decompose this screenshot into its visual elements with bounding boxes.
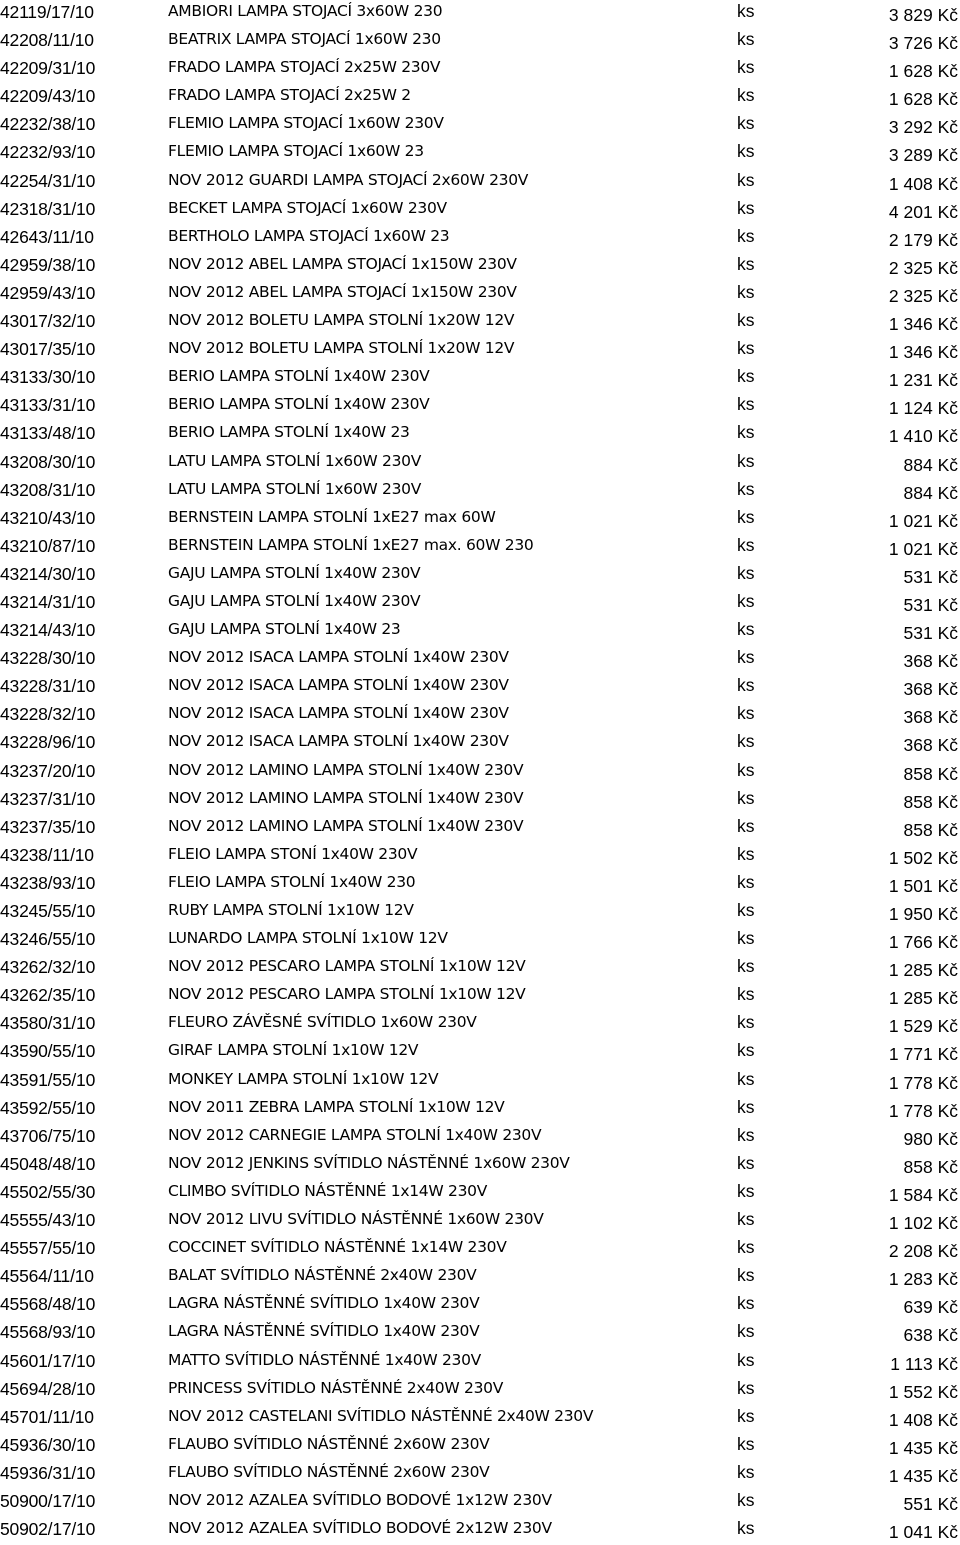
- table-row: [0, 0, 960, 28]
- price-value: 4 201 Kč: [888, 201, 958, 222]
- product-code: 43208/30/10: [0, 451, 96, 472]
- unit-label: ks: [737, 900, 755, 920]
- product-name: NOV 2011 ZEBRA LAMPA STOLNÍ 1x10W 12V: [168, 1097, 505, 1116]
- product-name: FLAUBO SVÍTIDLO NÁSTĚNNÉ 2x60W 230V: [168, 1462, 490, 1481]
- price-value: 858 Kč: [903, 819, 958, 840]
- unit-label: ks: [737, 113, 755, 134]
- unit-label: ks: [737, 394, 755, 415]
- table-row: [0, 1096, 960, 1124]
- product-code: 45568/93/10: [0, 1322, 96, 1343]
- product-code: 43237/31/10: [0, 788, 96, 809]
- table-row: [0, 674, 960, 702]
- unit-label: ks: [737, 366, 755, 387]
- unit-label: ks: [737, 562, 755, 583]
- unit-label: ks: [737, 1293, 755, 1314]
- price-value: 638 Kč: [903, 1325, 958, 1346]
- product-name: NOV 2012 GUARDI LAMPA STOJACÍ 2x60W 230V: [168, 170, 529, 189]
- product-code: 43245/55/10: [0, 901, 96, 921]
- price-value: 1 771 Kč: [888, 1044, 958, 1065]
- product-code: 43214/31/10: [0, 591, 96, 612]
- product-name: NOV 2012 LAMINO LAMPA STOLNÍ 1x40W 230V: [168, 816, 524, 835]
- product-code: 50900/17/10: [0, 1490, 96, 1511]
- table-row: [0, 843, 960, 871]
- table-row: [0, 927, 960, 955]
- table-row: [0, 815, 960, 843]
- product-name: LUNARDO LAMPA STOLNÍ 1x10W 12V: [168, 929, 448, 948]
- product-name: BERIO LAMPA STOLNÍ 1x40W 23: [168, 423, 410, 442]
- product-code: 43590/55/10: [0, 1041, 96, 1062]
- product-code: 43017/32/10: [0, 311, 96, 332]
- product-name: LAGRA NÁSTĚNNÉ SVÍTIDLO 1x40W 230V: [168, 1294, 480, 1313]
- unit-label: ks: [737, 590, 755, 611]
- price-value: 858 Kč: [903, 1156, 958, 1177]
- product-name: NOV 2012 ISACA LAMPA STOLNÍ 1x40W 230V: [168, 648, 509, 667]
- unit-label: ks: [737, 225, 755, 246]
- unit-label: ks: [737, 1012, 755, 1033]
- product-code: 45701/11/10: [0, 1406, 94, 1427]
- table-row: [0, 1208, 960, 1236]
- table-row: [0, 787, 960, 815]
- price-value: 1 435 Kč: [888, 1437, 958, 1458]
- unit-label: ks: [737, 1068, 755, 1089]
- product-name: CLIMBO SVÍTIDLO NÁSTĚNNÉ 1x14W 230V: [168, 1181, 487, 1200]
- product-code: 50902/17/10: [0, 1519, 96, 1540]
- unit-label: ks: [737, 29, 755, 50]
- product-name: FLEIO LAMPA STONÍ 1x40W 230V: [168, 844, 418, 863]
- unit-label: ks: [737, 1124, 755, 1145]
- product-name: GAJU LAMPA STOLNÍ 1x40W 23: [168, 620, 401, 639]
- product-name: BERNSTEIN LAMPA STOLNÍ 1xE27 max. 60W 230: [168, 535, 534, 554]
- product-code: 42959/38/10: [0, 254, 96, 275]
- unit-label: ks: [737, 253, 755, 274]
- table-row: [0, 1489, 960, 1517]
- product-code: 43706/75/10: [0, 1125, 96, 1146]
- product-name: NOV 2012 LIVU SVÍTIDLO NÁSTĚNNÉ 1x60W 230V: [168, 1210, 544, 1229]
- product-name: FLEMIO LAMPA STOJACÍ 1x60W 230V: [168, 114, 444, 133]
- product-name: LATU LAMPA STOLNÍ 1x60W 230V: [168, 451, 422, 470]
- price-value: 858 Kč: [903, 791, 958, 812]
- unit-label: ks: [737, 450, 755, 471]
- price-value: 1 628 Kč: [888, 89, 958, 110]
- product-name: FRADO LAMPA STOJACÍ 2x25W 230V: [168, 58, 441, 77]
- unit-label: ks: [737, 956, 755, 977]
- product-name: BALAT SVÍTIDLO NÁSTĚNNÉ 2x40W 230V: [168, 1266, 477, 1285]
- product-name: BERTHOLO LAMPA STOJACÍ 1x60W 23: [168, 226, 450, 245]
- price-value: 1 041 Kč: [888, 1522, 958, 1543]
- unit-label: ks: [737, 57, 755, 78]
- price-value: 368 Kč: [903, 679, 958, 700]
- unit-label: ks: [737, 1040, 755, 1061]
- price-value: 368 Kč: [903, 735, 958, 756]
- product-code: 43580/31/10: [0, 1013, 96, 1034]
- product-code: 43591/55/10: [0, 1069, 96, 1090]
- table-row: [0, 759, 960, 787]
- product-name: NOV 2012 CASTELANI SVÍTIDLO NÁSTĚNNÉ 2x40W 230V: [168, 1406, 594, 1425]
- price-value: 1 501 Kč: [888, 875, 958, 896]
- product-code: 42209/43/10: [0, 86, 96, 107]
- price-value: 884 Kč: [903, 482, 958, 503]
- table-row: [0, 56, 960, 84]
- product-code: 43262/32/10: [0, 957, 96, 978]
- table-row: [0, 1124, 960, 1152]
- price-value: 531 Kč: [903, 594, 958, 615]
- product-code: 42209/31/10: [0, 58, 96, 79]
- product-code: 43214/30/10: [0, 563, 96, 584]
- price-value: 1 778 Kč: [888, 1072, 958, 1093]
- product-code: 45568/48/10: [0, 1294, 96, 1315]
- product-code: 42318/31/10: [0, 198, 96, 219]
- unit-label: ks: [737, 85, 755, 106]
- unit-label: ks: [737, 478, 755, 499]
- table-row: [0, 337, 960, 365]
- unit-label: ks: [737, 281, 755, 302]
- unit-label: ks: [737, 1180, 755, 1201]
- product-name: NOV 2012 ABEL LAMPA STOJACÍ 1x150W 230V: [168, 282, 517, 301]
- product-name: COCCINET SVÍTIDLO NÁSTĚNNÉ 1x14W 230V: [168, 1238, 507, 1257]
- product-name: MONKEY LAMPA STOLNÍ 1x10W 12V: [168, 1069, 439, 1088]
- unit-label: ks: [737, 1237, 755, 1258]
- price-value: 1 113 Kč: [890, 1353, 958, 1374]
- unit-label: ks: [737, 703, 755, 724]
- price-value: 1 529 Kč: [888, 1016, 958, 1037]
- table-row: [0, 1236, 960, 1264]
- price-value: 1 502 Kč: [888, 847, 958, 868]
- unit-label: ks: [737, 1377, 755, 1398]
- product-name: NOV 2012 ISACA LAMPA STOLNÍ 1x40W 230V: [168, 676, 509, 695]
- price-value: 531 Kč: [903, 566, 958, 587]
- table-row: [0, 197, 960, 225]
- table-row: [0, 169, 960, 197]
- unit-label: ks: [737, 1265, 755, 1286]
- unit-label: ks: [737, 731, 755, 752]
- table-row: [0, 1039, 960, 1067]
- product-code: 43238/11/10: [0, 844, 94, 865]
- product-code: 42959/43/10: [0, 282, 96, 303]
- table-row: [0, 140, 960, 168]
- product-name: RUBY LAMPA STOLNÍ 1x10W 12V: [168, 901, 414, 919]
- table-row: [0, 1377, 960, 1405]
- product-code: 42643/11/10: [0, 226, 94, 247]
- price-value: 1 766 Kč: [888, 932, 958, 953]
- price-value: 1 628 Kč: [888, 61, 958, 82]
- unit-label: ks: [737, 1461, 755, 1482]
- unit-label: ks: [737, 928, 755, 949]
- price-value: 1 021 Kč: [888, 538, 958, 559]
- product-code: 45557/55/10: [0, 1238, 96, 1259]
- unit-label: ks: [737, 843, 755, 864]
- product-name: NOV 2012 PESCARO LAMPA STOLNÍ 1x10W 12V: [168, 985, 526, 1004]
- unit-label: ks: [737, 1433, 755, 1454]
- table-row: [0, 646, 960, 674]
- product-name: PRINCESS SVÍTIDLO NÁSTĚNNÉ 2x40W 230V: [168, 1378, 504, 1397]
- unit-label: ks: [737, 310, 755, 331]
- product-name: AMBIORI LAMPA STOJACÍ 3x60W 230: [168, 2, 443, 20]
- price-value: 368 Kč: [903, 707, 958, 728]
- price-value: 1 346 Kč: [888, 342, 958, 363]
- price-value: 2 325 Kč: [888, 257, 958, 278]
- product-name: BERNSTEIN LAMPA STOLNÍ 1xE27 max 60W: [168, 507, 496, 526]
- price-value: 1 283 Kč: [888, 1269, 958, 1290]
- price-value: 980 Kč: [903, 1128, 958, 1149]
- product-code: 42232/38/10: [0, 114, 96, 135]
- product-code: 43237/35/10: [0, 816, 96, 837]
- unit-label: ks: [737, 169, 755, 190]
- product-name: BECKET LAMPA STOJACÍ 1x60W 230V: [168, 198, 447, 217]
- table-row: [0, 1068, 960, 1096]
- unit-label: ks: [737, 197, 755, 218]
- product-code: 43228/30/10: [0, 648, 96, 669]
- table-row: [0, 365, 960, 393]
- table-row: [0, 1292, 960, 1320]
- product-code: 45936/30/10: [0, 1434, 96, 1455]
- table-row: [0, 112, 960, 140]
- product-name: NOV 2012 JENKINS SVÍTIDLO NÁSTĚNNÉ 1x60W 230V: [168, 1153, 570, 1172]
- table-row: [0, 899, 960, 927]
- unit-label: ks: [737, 871, 755, 892]
- product-code: 43208/31/10: [0, 479, 96, 500]
- unit-label: ks: [737, 1209, 755, 1230]
- unit-label: ks: [737, 1518, 755, 1539]
- unit-label: ks: [737, 1096, 755, 1117]
- price-value: 531 Kč: [903, 623, 958, 644]
- product-name: FRADO LAMPA STOJACÍ 2x25W 2: [168, 86, 411, 105]
- product-name: BERIO LAMPA STOLNÍ 1x40W 230V: [168, 395, 430, 414]
- product-name: BERIO LAMPA STOLNÍ 1x40W 230V: [168, 367, 430, 386]
- product-code: 43210/87/10: [0, 535, 96, 556]
- product-code: 43262/35/10: [0, 985, 96, 1006]
- product-code: 43228/96/10: [0, 732, 96, 753]
- product-name: NOV 2012 AZALEA SVÍTIDLO BODOVÉ 2x12W 230V: [168, 1519, 552, 1538]
- product-code: 43214/43/10: [0, 620, 96, 641]
- product-code: 42119/17/10: [0, 2, 94, 22]
- price-value: 1 584 Kč: [888, 1184, 958, 1205]
- product-code: 43133/31/10: [0, 395, 96, 416]
- unit-label: ks: [737, 1349, 755, 1370]
- product-name: FLEMIO LAMPA STOJACÍ 1x60W 23: [168, 142, 424, 161]
- unit-label: ks: [737, 1, 755, 21]
- product-name: BEATRIX LAMPA STOJACÍ 1x60W 230: [168, 30, 441, 49]
- table-row: [0, 1349, 960, 1377]
- price-value: 1 778 Kč: [888, 1100, 958, 1121]
- product-name: FLAUBO SVÍTIDLO NÁSTĚNNÉ 2x60W 230V: [168, 1434, 490, 1453]
- product-name: GAJU LAMPA STOLNÍ 1x40W 230V: [168, 591, 421, 610]
- table-row: [0, 534, 960, 562]
- product-code: 45502/55/30: [0, 1181, 96, 1202]
- product-code: 45936/31/10: [0, 1462, 96, 1483]
- unit-label: ks: [737, 759, 755, 780]
- table-row: [0, 1180, 960, 1208]
- price-value: 1 950 Kč: [888, 904, 958, 924]
- price-value: 1 346 Kč: [888, 314, 958, 335]
- table-row: [0, 983, 960, 1011]
- product-name: FLEURO ZÁVĚSNÉ SVÍTIDLO 1x60W 230V: [168, 1013, 477, 1032]
- price-value: 1 285 Kč: [888, 988, 958, 1009]
- product-code: 43017/35/10: [0, 339, 96, 360]
- table-row: [0, 702, 960, 730]
- table-row: [0, 393, 960, 421]
- product-name: LATU LAMPA STOLNÍ 1x60W 230V: [168, 479, 422, 498]
- price-value: 1 231 Kč: [888, 370, 958, 391]
- product-name: NOV 2012 ISACA LAMPA STOLNÍ 1x40W 230V: [168, 732, 509, 751]
- table-row: [0, 1517, 960, 1545]
- table-row: [0, 28, 960, 56]
- product-code: 45555/43/10: [0, 1210, 96, 1231]
- price-value: 1 435 Kč: [888, 1465, 958, 1486]
- product-name: LAGRA NÁSTĚNNÉ SVÍTIDLO 1x40W 230V: [168, 1322, 480, 1341]
- product-name: NOV 2012 AZALEA SVÍTIDLO BODOVÉ 1x12W 230V: [168, 1490, 552, 1509]
- price-value: 1 408 Kč: [888, 173, 958, 194]
- unit-label: ks: [737, 506, 755, 527]
- product-code: 45564/11/10: [0, 1266, 94, 1287]
- price-value: 368 Kč: [903, 651, 958, 672]
- price-value: 1 552 Kč: [888, 1381, 958, 1402]
- table-row: [0, 506, 960, 534]
- table-row: [0, 1011, 960, 1039]
- product-name: NOV 2012 LAMINO LAMPA STOLNÍ 1x40W 230V: [168, 760, 524, 779]
- price-value: 1 102 Kč: [888, 1213, 958, 1234]
- product-name: NOV 2012 CARNEGIE LAMPA STOLNÍ 1x40W 230V: [168, 1125, 542, 1144]
- product-code: 43210/43/10: [0, 507, 96, 528]
- price-value: 2 208 Kč: [888, 1241, 958, 1262]
- price-value: 2 179 Kč: [888, 229, 958, 250]
- price-value: 639 Kč: [903, 1297, 958, 1318]
- price-value: 858 Kč: [903, 763, 958, 784]
- product-name: NOV 2012 ISACA LAMPA STOLNÍ 1x40W 230V: [168, 704, 509, 723]
- table-row: [0, 450, 960, 478]
- unit-label: ks: [737, 1152, 755, 1173]
- table-row: [0, 281, 960, 309]
- table-row: [0, 955, 960, 983]
- price-value: 884 Kč: [903, 454, 958, 475]
- price-value: 3 292 Kč: [888, 117, 958, 138]
- table-row: [0, 309, 960, 337]
- product-code: 43238/93/10: [0, 872, 96, 893]
- product-name: NOV 2012 BOLETU LAMPA STOLNÍ 1x20W 12V: [168, 339, 515, 358]
- price-value: 1 285 Kč: [888, 960, 958, 981]
- unit-label: ks: [737, 787, 755, 808]
- unit-label: ks: [737, 815, 755, 836]
- unit-label: ks: [737, 1405, 755, 1426]
- price-value: 3 829 Kč: [888, 5, 958, 25]
- product-code: 43228/31/10: [0, 676, 96, 697]
- table-row: [0, 562, 960, 590]
- unit-label: ks: [737, 675, 755, 696]
- table-row: [0, 1433, 960, 1461]
- price-value: 2 325 Kč: [888, 285, 958, 306]
- table-row: [0, 421, 960, 449]
- product-code: 45048/48/10: [0, 1153, 96, 1174]
- product-code: 43237/20/10: [0, 760, 96, 781]
- table-row: [0, 1405, 960, 1433]
- unit-label: ks: [737, 1489, 755, 1510]
- product-name: GIRAF LAMPA STOLNÍ 1x10W 12V: [168, 1041, 419, 1060]
- price-value: 1 408 Kč: [888, 1409, 958, 1430]
- unit-label: ks: [737, 984, 755, 1005]
- table-row: [0, 1264, 960, 1292]
- product-code: 43228/32/10: [0, 704, 96, 725]
- product-code: 43133/30/10: [0, 367, 96, 388]
- price-value: 3 289 Kč: [888, 145, 958, 166]
- unit-label: ks: [737, 619, 755, 640]
- unit-label: ks: [737, 422, 755, 443]
- product-name: NOV 2012 BOLETU LAMPA STOLNÍ 1x20W 12V: [168, 311, 515, 330]
- product-code: 45694/28/10: [0, 1378, 96, 1399]
- price-value: 551 Kč: [903, 1493, 958, 1514]
- table-row: [0, 253, 960, 281]
- table-row: [0, 618, 960, 646]
- price-value: 1 124 Kč: [888, 398, 958, 419]
- price-value: 1 410 Kč: [888, 426, 958, 447]
- table-row: [0, 871, 960, 899]
- product-code: 42254/31/10: [0, 170, 96, 191]
- table-row: [0, 84, 960, 112]
- table-row: [0, 1461, 960, 1489]
- product-code: 42232/93/10: [0, 142, 96, 163]
- unit-label: ks: [737, 141, 755, 162]
- product-name: MATTO SVÍTIDLO NÁSTĚNNÉ 1x40W 230V: [168, 1350, 481, 1369]
- product-code: 43246/55/10: [0, 929, 96, 950]
- product-code: 42208/11/10: [0, 30, 94, 51]
- product-name: GAJU LAMPA STOLNÍ 1x40W 230V: [168, 563, 421, 582]
- product-name: FLEIO LAMPA STOLNÍ 1x40W 230: [168, 872, 416, 891]
- product-name: NOV 2012 ABEL LAMPA STOJACÍ 1x150W 230V: [168, 254, 517, 273]
- unit-label: ks: [737, 534, 755, 555]
- table-row: [0, 730, 960, 758]
- table-row: [0, 1152, 960, 1180]
- unit-label: ks: [737, 1321, 755, 1342]
- product-name: NOV 2012 PESCARO LAMPA STOLNÍ 1x10W 12V: [168, 957, 526, 976]
- table-row: [0, 590, 960, 618]
- product-code: 43133/48/10: [0, 423, 96, 444]
- price-value: 1 021 Kč: [888, 510, 958, 531]
- table-row: [0, 225, 960, 253]
- product-code: 43592/55/10: [0, 1097, 96, 1118]
- table-row: [0, 478, 960, 506]
- unit-label: ks: [737, 647, 755, 668]
- product-code: 45601/17/10: [0, 1350, 96, 1371]
- product-name: NOV 2012 LAMINO LAMPA STOLNÍ 1x40W 230V: [168, 788, 524, 807]
- price-value: 3 726 Kč: [888, 33, 958, 54]
- unit-label: ks: [737, 338, 755, 359]
- table-row: [0, 1320, 960, 1348]
